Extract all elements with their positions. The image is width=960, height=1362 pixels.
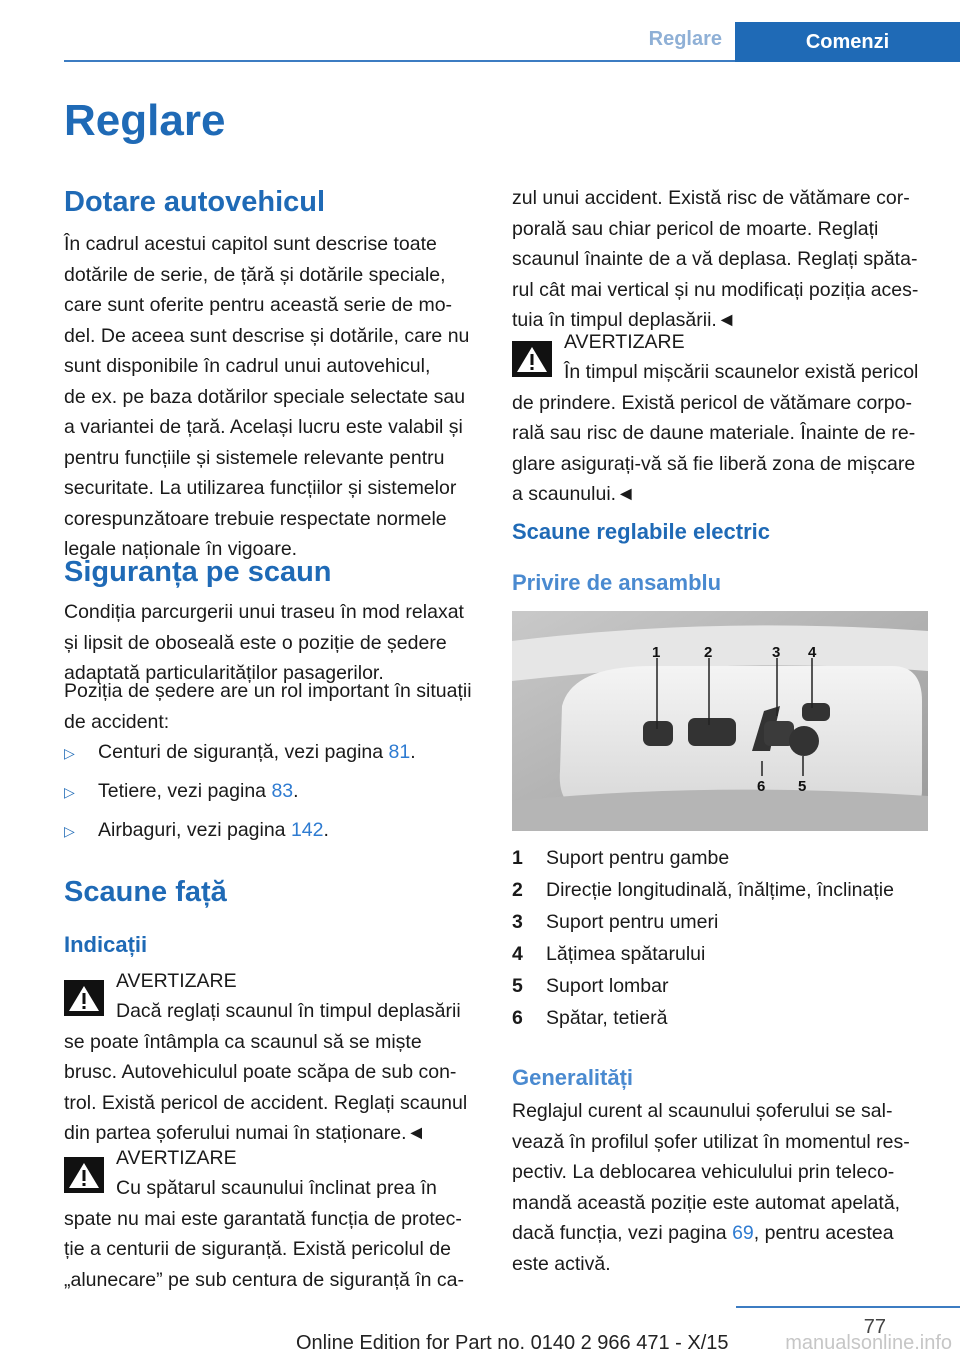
text-line: zul unui accident. Există risc de vătămare cor- <box>512 187 910 209</box>
header-tab-bar <box>0 22 960 62</box>
warning-box <box>64 1143 484 1295</box>
text-line: a scaunului.◄ <box>512 483 636 505</box>
legend-number: 2 <box>512 879 523 901</box>
text-line: rală sau risc de daune materiale. Înainte de re- <box>512 422 916 444</box>
paragraph-generalitati <box>512 1096 932 1279</box>
text-line: este activă. <box>512 1252 611 1275</box>
text-line: trol. Există pericol de accident. Reglați scaunul <box>64 1091 468 1114</box>
paragraph-dotare <box>64 229 484 565</box>
text-line: În cadrul acestui capitol sunt descrise toate <box>64 233 437 255</box>
text-line: mandă această poziție este automat apelată, <box>512 1191 901 1214</box>
page-link[interactable]: 83 <box>271 780 294 802</box>
page-link[interactable]: 69 <box>732 1222 754 1244</box>
text-line: și lipsit de oboseală este o poziție de ședere <box>64 631 447 654</box>
warning-icon <box>64 1157 104 1193</box>
subsection-title-indicatii: Indicații <box>64 932 148 957</box>
triangle-bullet-icon: ▷ <box>64 823 75 839</box>
warning-icon <box>64 980 104 1016</box>
text-line: pectiv. La deblocarea vehiculului prin teleco- <box>512 1161 895 1183</box>
list-item-text: Tetiere, vezi pagina 83. <box>98 780 299 802</box>
photo-label: 3 <box>772 644 781 661</box>
page-link[interactable]: 81 <box>388 741 411 763</box>
warning-box <box>64 966 484 1149</box>
subsection-title-generalitati: Generalități <box>512 1065 634 1090</box>
legend-number: 6 <box>512 1007 523 1029</box>
legend-item <box>512 906 932 938</box>
text-line: porală sau chiar pericol de moarte. Reglați <box>512 217 879 240</box>
subsection-title-electric: Scaune reglabile electric <box>512 519 771 544</box>
text-line: del. De aceea sunt descrise și dotările, care nu <box>64 324 470 347</box>
text-line: tuia în timpul deplasării.◄ <box>512 309 737 331</box>
text-line: din partea șoferului numai în staționare.◄ <box>64 1122 426 1144</box>
text-line: ție a centurii de siguranță. Există pericolul de <box>64 1238 451 1260</box>
list-item-text: Airbaguri, vezi pagina 142. <box>98 819 329 841</box>
text-line: se poate întâmpla ca scaunul să se miște <box>64 1030 422 1053</box>
text-line: spate nu mai este garantată funcția de protec- <box>64 1207 462 1230</box>
legend-text: Suport pentru gambe <box>546 847 730 869</box>
warning-label: AVERTIZARE <box>116 1147 237 1169</box>
text-line: brusc. Autovehiculul poate scăpa de sub con- <box>64 1061 457 1083</box>
section-title-siguranta: Siguranța pe scaun <box>64 556 332 588</box>
text-line: pentru funcțiile și sistemele relevante pentru <box>64 446 445 469</box>
text-line: securitate. La utilizarea funcțiilor și sistemelor <box>64 477 457 499</box>
footer-rule <box>736 1306 960 1308</box>
legend-item <box>512 874 932 906</box>
legend-number: 4 <box>512 943 523 965</box>
legend-list <box>512 842 932 1034</box>
legend-number: 3 <box>512 911 523 933</box>
photo-label: 6 <box>757 778 766 795</box>
legend-text: Suport lombar <box>546 975 669 997</box>
photo-label: 2 <box>704 644 713 661</box>
photo-label: 5 <box>798 778 807 795</box>
legend-item <box>512 938 932 970</box>
footer-edition: Online Edition for Part no. 0140 2 966 471 - X/15 <box>296 1332 729 1354</box>
text-line: de accident: <box>64 710 170 733</box>
warning-box <box>512 327 932 510</box>
page-link[interactable]: 142 <box>290 819 324 841</box>
text-line: Cu spătarul scaunului înclinat prea în <box>116 1177 437 1199</box>
page-title: Reglare <box>64 96 226 145</box>
text-line: Condiția parcurgerii unui traseu în mod relaxat <box>64 601 464 623</box>
list-item <box>64 776 484 807</box>
legend-text: Lățimea spătarului <box>546 943 706 965</box>
paragraph-warning-continued <box>512 183 932 336</box>
warning-label: AVERTIZARE <box>116 970 237 992</box>
legend-item <box>512 842 932 874</box>
seat-controls-photo <box>512 611 928 831</box>
list-item <box>64 815 484 846</box>
paragraph-siguranta <box>64 597 484 689</box>
photo-label: 1 <box>652 644 661 661</box>
list-item <box>64 737 484 768</box>
legend-text: Spătar, tetieră <box>546 1007 668 1029</box>
subsection-title-privire: Privire de ansamblu <box>512 570 722 595</box>
text-line: dotările de serie, de țără și dotările speciale, <box>64 263 446 286</box>
legend-number: 1 <box>512 847 523 869</box>
text-line: legale naționale în vigoare. <box>64 538 298 560</box>
text-line: scaunul înainte de a vă deplasa. Reglați spăta- <box>512 248 918 270</box>
triangle-bullet-icon: ▷ <box>64 745 75 761</box>
text-line: corespunzătoare trebuie respectate normele <box>64 507 447 530</box>
text-line: a variantei de țară. Același lucru este valabil și <box>64 416 463 438</box>
header-section[interactable]: Reglare <box>648 28 722 50</box>
legend-text: Direcție longitudinală, înălțime, înclinație <box>546 879 894 901</box>
bullet-list <box>64 737 484 846</box>
legend-number: 5 <box>512 975 523 997</box>
text-line: glare asigurați-vă să fie liberă zona de mișcare <box>512 452 916 475</box>
section-title-dotare: Dotare autovehicul <box>64 186 326 218</box>
section-title-scaune: Scaune față <box>64 876 227 908</box>
photo-label: 4 <box>808 644 817 661</box>
text-line: de prindere. Există pericol de vătămare corpo- <box>512 391 912 414</box>
text-line: rul cât mai vertical și nu modificați poziția aces- <box>512 278 919 301</box>
text-line: adaptată particularităților pasagerilor. <box>64 662 384 684</box>
warning-icon <box>512 341 552 377</box>
legend-text: Suport pentru umeri <box>546 911 719 933</box>
watermark: manualsonline.info <box>785 1332 952 1354</box>
text-line: „alunecare” pe sub centura de siguranță în ca- <box>64 1268 464 1291</box>
text-line: Poziția de ședere are un rol important în situații <box>64 680 472 702</box>
page-number: 77 <box>863 1316 886 1338</box>
text-line: În timpul mișcării scaunelor există pericol <box>564 361 919 383</box>
list-item-text: Centuri de siguranță, vezi pagina 81. <box>98 741 416 763</box>
text-line: de ex. pe baza dotărilor speciale selectate sau <box>64 385 466 408</box>
text-line: vează în profilul șofer utilizat în momentul res- <box>512 1130 910 1153</box>
legend-item <box>512 970 932 1002</box>
text-line: dacă funcția, vezi pagina 69, pentru acestea <box>512 1222 894 1244</box>
header-chapter-tab[interactable]: Comenzi <box>735 22 960 62</box>
text-line: care sunt oferite pentru această serie de mo- <box>64 294 453 316</box>
paragraph-pozitia <box>64 676 484 737</box>
triangle-bullet-icon: ▷ <box>64 784 75 800</box>
warning-label: AVERTIZARE <box>564 331 685 353</box>
text-line: Reglajul curent al scaunului șoferului se sal- <box>512 1100 893 1122</box>
text-line: sunt disponibile în cadrul unui autovehicul, <box>64 355 431 377</box>
text-line: Dacă reglați scaunul în timpul deplasării <box>116 1000 461 1022</box>
legend-item <box>512 1002 932 1034</box>
